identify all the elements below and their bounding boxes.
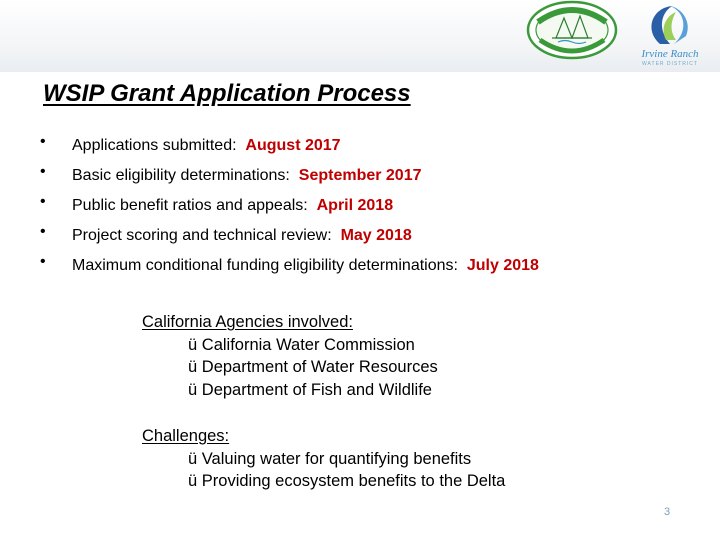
irvine-ranch-logo (630, 0, 710, 70)
water-commission-seal-logo (522, 0, 622, 62)
bullet-label: Basic eligibility determinations: (72, 167, 290, 184)
agency-item (142, 334, 438, 357)
checkmark-icon: ü (188, 380, 198, 399)
agency-item (142, 356, 438, 379)
bullet-date: September 2017 (298, 167, 422, 184)
bullet-date: August 2017 (245, 137, 341, 154)
checkmark-icon: ü (188, 472, 198, 490)
challenge-text: Providing ecosystem benefits to the Delta (201, 472, 506, 490)
irvine-ranch-name: Irvine Ranch (641, 48, 699, 60)
challenges-section (142, 425, 505, 493)
agency-name: Department of Water Resources (201, 358, 438, 376)
bullet-icon: • (40, 253, 46, 270)
checkmark-icon: ü (188, 449, 198, 468)
challenge-text: Valuing water for quantifying benefits (201, 449, 472, 468)
irvine-ranch-subtitle: WATER DISTRICT (642, 61, 698, 67)
bullet-label: Project scoring and technical review: (72, 227, 332, 244)
challenge-item (142, 470, 505, 493)
bullet-icon: • (40, 163, 46, 180)
irvine-ranch-emblem-icon (630, 0, 710, 48)
agency-name: Department of Fish and Wildlife (201, 380, 432, 399)
page-number: 3 (664, 506, 671, 518)
challenge-item (142, 448, 505, 471)
agencies-section (142, 311, 438, 401)
bullet-label: Public benefit ratios and appeals: (72, 197, 308, 214)
slide-title: WSIP Grant Application Process (43, 80, 411, 107)
bullet-label: Maximum conditional funding eligibility determinations: (72, 257, 458, 274)
checkmark-icon: ü (188, 358, 198, 376)
bullet-label: Applications submitted: (72, 137, 237, 154)
bullet-icon: • (40, 193, 46, 210)
bullet-date: May 2018 (340, 227, 412, 244)
bullet-icon: • (40, 223, 46, 240)
challenges-heading: Challenges: (142, 427, 230, 445)
agencies-heading: California Agencies involved: (142, 313, 353, 331)
bullet-icon: • (40, 133, 46, 150)
bullet-date: April 2018 (316, 197, 394, 214)
agency-item (142, 379, 438, 402)
bullet-date: July 2018 (466, 257, 539, 274)
agency-name: California Water Commission (201, 335, 415, 354)
checkmark-icon: ü (188, 335, 198, 354)
